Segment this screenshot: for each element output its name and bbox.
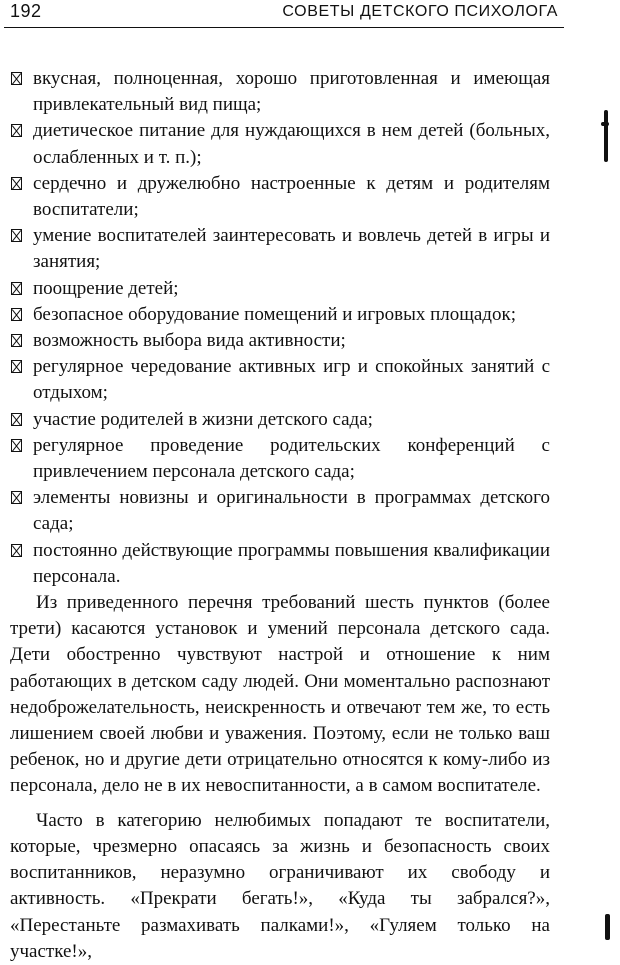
list-item [10,328,550,354]
requirements-list [10,66,550,590]
list-item [10,302,550,328]
list-item-text: возможность выбора вида активности; [33,330,346,352]
margin-mark [604,110,608,162]
body-paragraph: Из приведенного перечня требований шесть пунктов (более трети) касаются установок и умений персонала детского сада. Дети обостренно чувствуют настрой и отношение к ним работающих в детском саду людей. Они моментально распознают недоброжелательность, неискренность и отвечают тем же, то есть лишением своей любви и уважения. Поэтому, если не только ваш ребенок, но и другие дети отрицательно относятся к кому-либо из персонала, дело не в их невоспитанности, а в самом воспитателе. [10,592,550,797]
list-item-text: сердечно и дружелюбно настроенные к детям и родителям воспитатели; [33,172,550,221]
checkbox-bullet-icon [11,229,22,242]
list-item [10,485,550,537]
list-item [10,171,550,223]
page-header [4,1,564,28]
margin-mark [601,122,609,126]
checkbox-bullet-icon [11,360,22,373]
page-body [10,66,550,965]
checkbox-bullet-icon [11,334,22,347]
list-item [10,66,550,118]
list-item-text: безопасное оборудование помещений и игровых площадок; [33,303,516,325]
body-paragraph: Часто в категорию нелюбимых попадают те воспитатели, которые, чрезмерно опасаясь за жизнь и безопасность своих воспитанников, неразумно ограничивают их свободу и активность. «Прекрати бегать!», «Куда ты забрался?», «Перестаньте размахивать палками!», «Гуляем только на участке!», [10,809,550,962]
checkbox-bullet-icon [11,439,22,452]
list-item-text: диетическое питание для нуждающихся в нем детей (больных, ослабленных и т. п.); [33,120,550,168]
margin-mark [605,914,610,940]
list-item [10,223,550,275]
running-title: СОВЕТЫ ДЕТСКОГО ПСИХОЛОГА [282,3,558,20]
list-item-text: регулярное чередование активных игр и спокойных занятий с отдыхом; [33,356,550,404]
list-item [10,433,550,485]
checkbox-bullet-icon [11,413,22,426]
list-item [10,118,550,170]
page-number: 192 [10,1,42,21]
list-item-text: элементы новизны и оригинальности в программах детского сада; [33,487,550,535]
list-item [10,538,550,590]
checkbox-bullet-icon [11,124,22,137]
list-item-text: постоянно действующие программы повышения квалификации персонала. [33,539,550,587]
list-item [10,276,550,302]
list-item [10,354,550,406]
checkbox-bullet-icon [11,72,22,85]
list-item-text: регулярное проведение родительских конференций с привлечением персонала детского сада; [33,434,550,483]
checkbox-bullet-icon [11,177,22,190]
list-item-text: поощрение детей; [33,277,179,299]
checkbox-bullet-icon [11,544,22,557]
list-item [10,407,550,433]
list-item-text: участие родителей в жизни детского сада; [33,408,373,430]
checkbox-bullet-icon [11,491,22,504]
checkbox-bullet-icon [11,282,22,295]
list-item-text: вкусная, полноценная, хорошо приготовленная и имеющая привлекательный вид пища; [33,68,550,116]
checkbox-bullet-icon [11,308,22,321]
list-item-text: умение воспитателей заинтересовать и вовлечь детей в игры и занятия; [33,225,550,273]
